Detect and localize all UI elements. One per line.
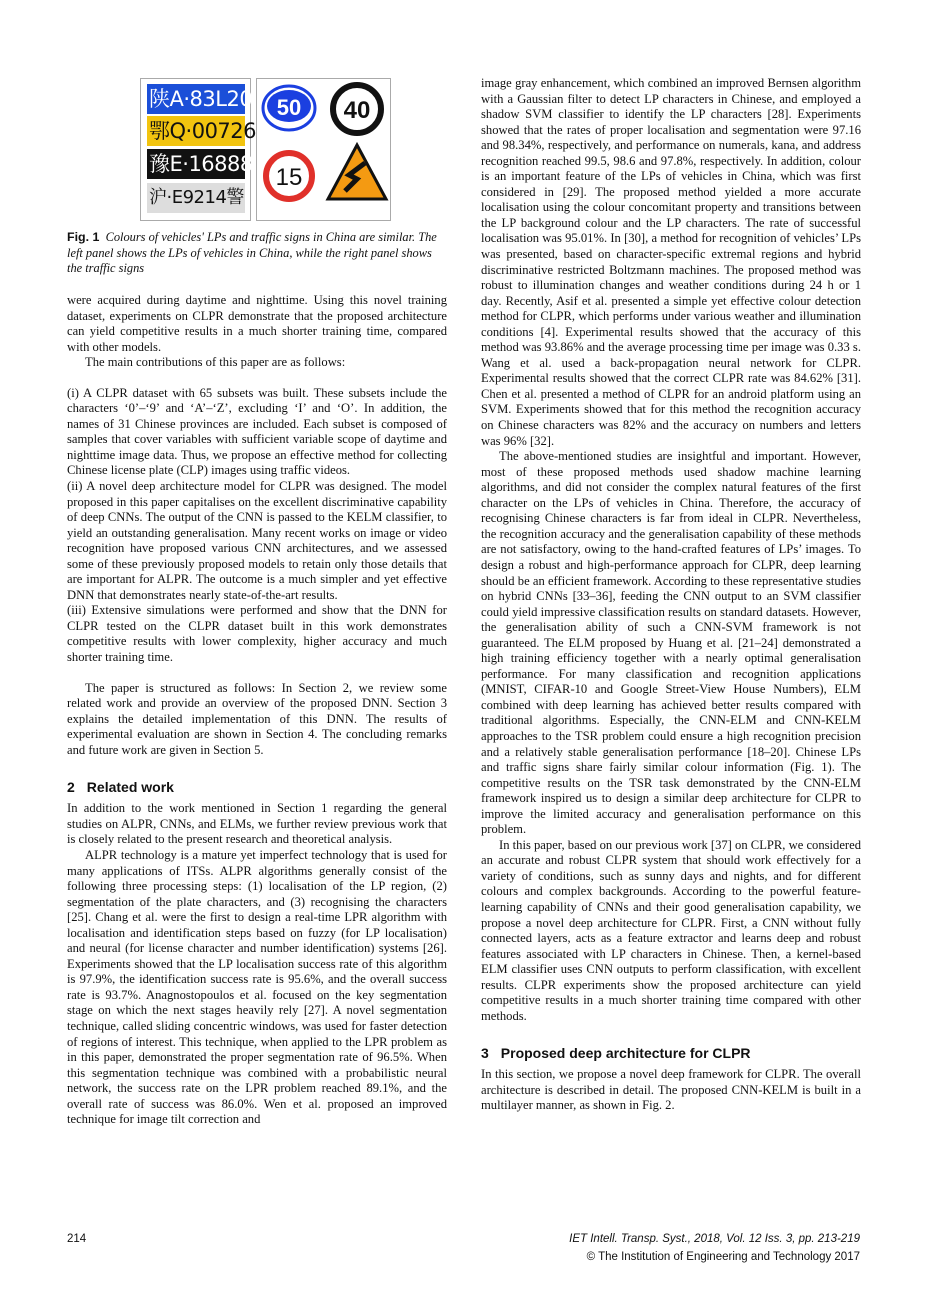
plate-blue: 陕A·83L20 (147, 84, 245, 114)
paragraph: The paper is structured as follows: In Section 2, we review some related work and provide an overview of the proposed DNN. Section 3 explains the detailed implementation of this DNN. The results of experimental evaluation are shown in Section 4. The concluding remarks and future work are given in Section 5. (67, 680, 447, 757)
paragraph: In this paper, based on our previous work [37] on CLPR, we considered an accurate and robust CLPR system that should work effectively for a variety of conditions, such as sunny days and nights, and for different colours and complex backgrounds. According to the powerful feature-learning capability of CNNs and their good generalisation capability, we propose a novel deep architecture for CLPR. First, a CNN without fully connected layers, acts as a feature extractor and learns deep and robust features associated with LP characters in Chinese. Then, a kernel-based ELM classifier uses CNN outputs to perform classification, with excellent results. CLPR experiments show the proposed architecture can yield competitive results in a much shorter training time compared with other methods. (481, 837, 861, 1023)
section-number: 3 (481, 1045, 489, 1062)
traffic-signs (257, 79, 390, 220)
contribution-item: (i) A CLPR dataset with 65 subsets was built. These subsets include the characters ‘0’–‘9’ and ‘A’–‘Z’, excluding ‘I’ and ‘O’. In addition, the names of 31 Chinese provinces are included. Each subset is composed of samples that cover variables with sufficient variable scope of daytime and nighttime image data. Thus, we propose an effective method for collecting Chinese license plate (CLP) images using traffic videos. (67, 385, 447, 478)
contribution-item: (ii) A novel deep architecture model for CLPR was designed. The model proposed in this paper capitalises on the excellent discriminative capability of deep CNNs. The output of the CNN is passed to the KELM classifier, to yield an outstanding generalisation. Many recent works on image or video recognition have proposed various CNN architectures, and we assessed some of these previously proposed models to retain only those details that are important for ALPR. The outcome is a much simpler and yet effective DNN that demonstrates nearly state-of-the-art results. (67, 479, 447, 602)
figure-label: Fig. 1 (67, 230, 100, 244)
paragraph: The main contributions of this paper are as follows: (85, 355, 346, 370)
plate-yellow: 鄂Q·00726 (147, 116, 245, 146)
copyright: © The Institution of Engineering and Technology 2017 (586, 1251, 860, 1263)
sign-40-text: 40 (343, 97, 371, 124)
paragraph: In addition to the work mentioned in Section 1 regarding the general studies on ALPR, CNNs, and ELMs, we further review previous work that is closely related to the present research and theoretical analysis. (67, 801, 447, 847)
journal-citation: IET Intell. Transp. Syst., 2018, Vol. 12 Iss. 3, pp. 213-219 (569, 1233, 860, 1245)
paragraph: ALPR technology is a mature yet imperfect technology that is used for many applications of ITSs. ALPR algorithms generally consist of the following three processing steps: (1) localisation of the LP region, (2) segmentation of the plate characters, and (3) recognising the characters [25]. Chang et al. were the first to design a real-time LPR algorithm with localisation and identification steps based on fuzzy (for LP localisation) and neural (for license character and number identification) systems [26]. Experiments showed that the LP localisation success rate of this algorithm is 97.9%, the identification success rate is 95.6%, and the overall success rate is 93.7%. Anagnostopoulos et al. focused on the key segmentation stage on which the next stages heavily rely [27]. A novel segmentation technique, called sliding concentric windows, was used for faster detection of regions of interest. This technique, when applied to the LPR problem as in this paper, demonstrated the proper segmentation rate of 96.5%. When this segmentation technique was combined with a probabilistic neural network, the success rate on the LPR problem reached 89.1%, and the overall rate of success was 86.0%. Wen et al. proposed an improved technique for image tilt correction and (67, 847, 447, 1127)
section-title: Proposed deep architecture for CLPR (500, 1045, 751, 1062)
paragraph: were acquired during daytime and nighttime. Using this novel training dataset, experiments on CLPR demonstrate that the proposed architecture can yield competitive results in a much shorter training time, compared with other models. (67, 293, 447, 354)
sign-50-text: 50 (276, 95, 302, 120)
figure-lp-panel (140, 78, 257, 221)
figure-caption-text: Colours of vehicles' LPs and traffic signs in China are similar. The left panel shows the LPs of vehicles in China, while the right panel shows the traffic signs (67, 230, 437, 275)
right-column (481, 76, 861, 1114)
section-number: 2 (67, 779, 75, 796)
section-heading (481, 1044, 861, 1062)
figure-signs-panel (256, 78, 391, 221)
contribution-item: (iii) Extensive simulations were performed and show that the DNN for CLPR tested on the CLPR dataset built in this work demonstrates competitive results with lower complexity, higher accuracy and much shorter training time. (67, 603, 447, 665)
plate-white: 沪·E9214警 (147, 183, 245, 213)
page-number: 214 (67, 1233, 87, 1245)
section-title: Related work (86, 779, 174, 796)
sign-15-text: 15 (275, 164, 303, 191)
plate-black: 豫E·16888 (147, 149, 245, 179)
paragraph: In this section, we propose a novel deep framework for CLPR. The overall architecture is described in detail. The proposed CNN-KELM is built in a multilayer manner, as shown in Fig. 2. (481, 1067, 861, 1113)
paragraph: image gray enhancement, which combined an improved Bernsen algorithm with a Gaussian filter to detect LP characters in Chinese, and employed a shadow SVM classifier to identify the LP characters [28]. Experiments showed that the rates of proper localisation and segmentation were 97.16 and 98.34%, respectively, and performance on numerals, kana, and address recognition reached 99.5, 98.6 and 97.8%, respectively. In addition, colour is an important feature of the LPs of vehicles in China, which was first considered in [29]. The proposed method yielded a more accurate localisation using the colour concomitant property and transitions between the LP background colour and the LP characters. The rate of successful localisation was 95.01%. In [30], a method for recognition of vehicles’ LPs was presented, based on character-specific extremal regions and hybrid discriminative restricted Boltzmann machines. The proposed method was robust to illumination changes and weather conditions during 24 h or 1 day. Recently, Asif et al. presented a simple yet effective colour detection method for CLPR, which performs under various weather and illumination conditions [4]. Experimental results showed that the accuracy of this method was 93.86% and the average processing time per image was 0.33 s. Wang et al. used a back-propagation neural network for CLPR. Experimental results showed that the correct CLPR rate was 84.62% [31]. Chen et al. presented a method of CLPR for an android platform using an SVM. Experiments showed that for this method the recognition accuracy on Chinese characters was 82% and the accuracy on numbers and letters was 96% [32]. (481, 76, 861, 448)
left-column (67, 293, 447, 1128)
section-heading (67, 778, 447, 796)
figure-caption (67, 230, 447, 277)
paragraph: The above-mentioned studies are insightful and important. However, most of these proposed methods used shadow machine learning algorithms, and did not consider the complex natural features of the first character on the LPs of vehicles in China. Therefore, the accuracy of recognising Chinese characters is far from ideal in CLPR. Nevertheless, the recognition accuracy and the generalisation capability of these methods are not satisfactory, owing to the hand-crafted features of LPs’ images. To design a robust and high-performance approach for CLPR, deep learning should be an efficient framework. According to these representative studies on hybrid CNNs [33–36], feeding the CNN output to an SVM classifier could yield impressive classification results on standard datasets. However, the generalisation ability of such a CNN-SVM framework is not guaranteed. The ELM proposed by Huang et al. [21–24] demonstrated a high training efficiency together with a nearly optimal generalisation performance. For many classification and recognition applications (MNIST, CIFAR-10 and Google Street-View House Numbers), ELM combined with deep learning has achieved better results compared with traditional algorithms. Especially, the CNN-ELM and CNN-KELM approaches to the TSR problem could ensure a high recognition precision and a relatively stable generalisation performance [18–20]. Chinese LPs and traffic signs share fairly similar colour information (Fig. 1). The competitive results on the TSR task demonstrated by the CNN-ELM framework inspired us to design a similar deep architecture for CLPR to improve the limited accuracy and generalisation performance on this problem. (481, 449, 861, 837)
